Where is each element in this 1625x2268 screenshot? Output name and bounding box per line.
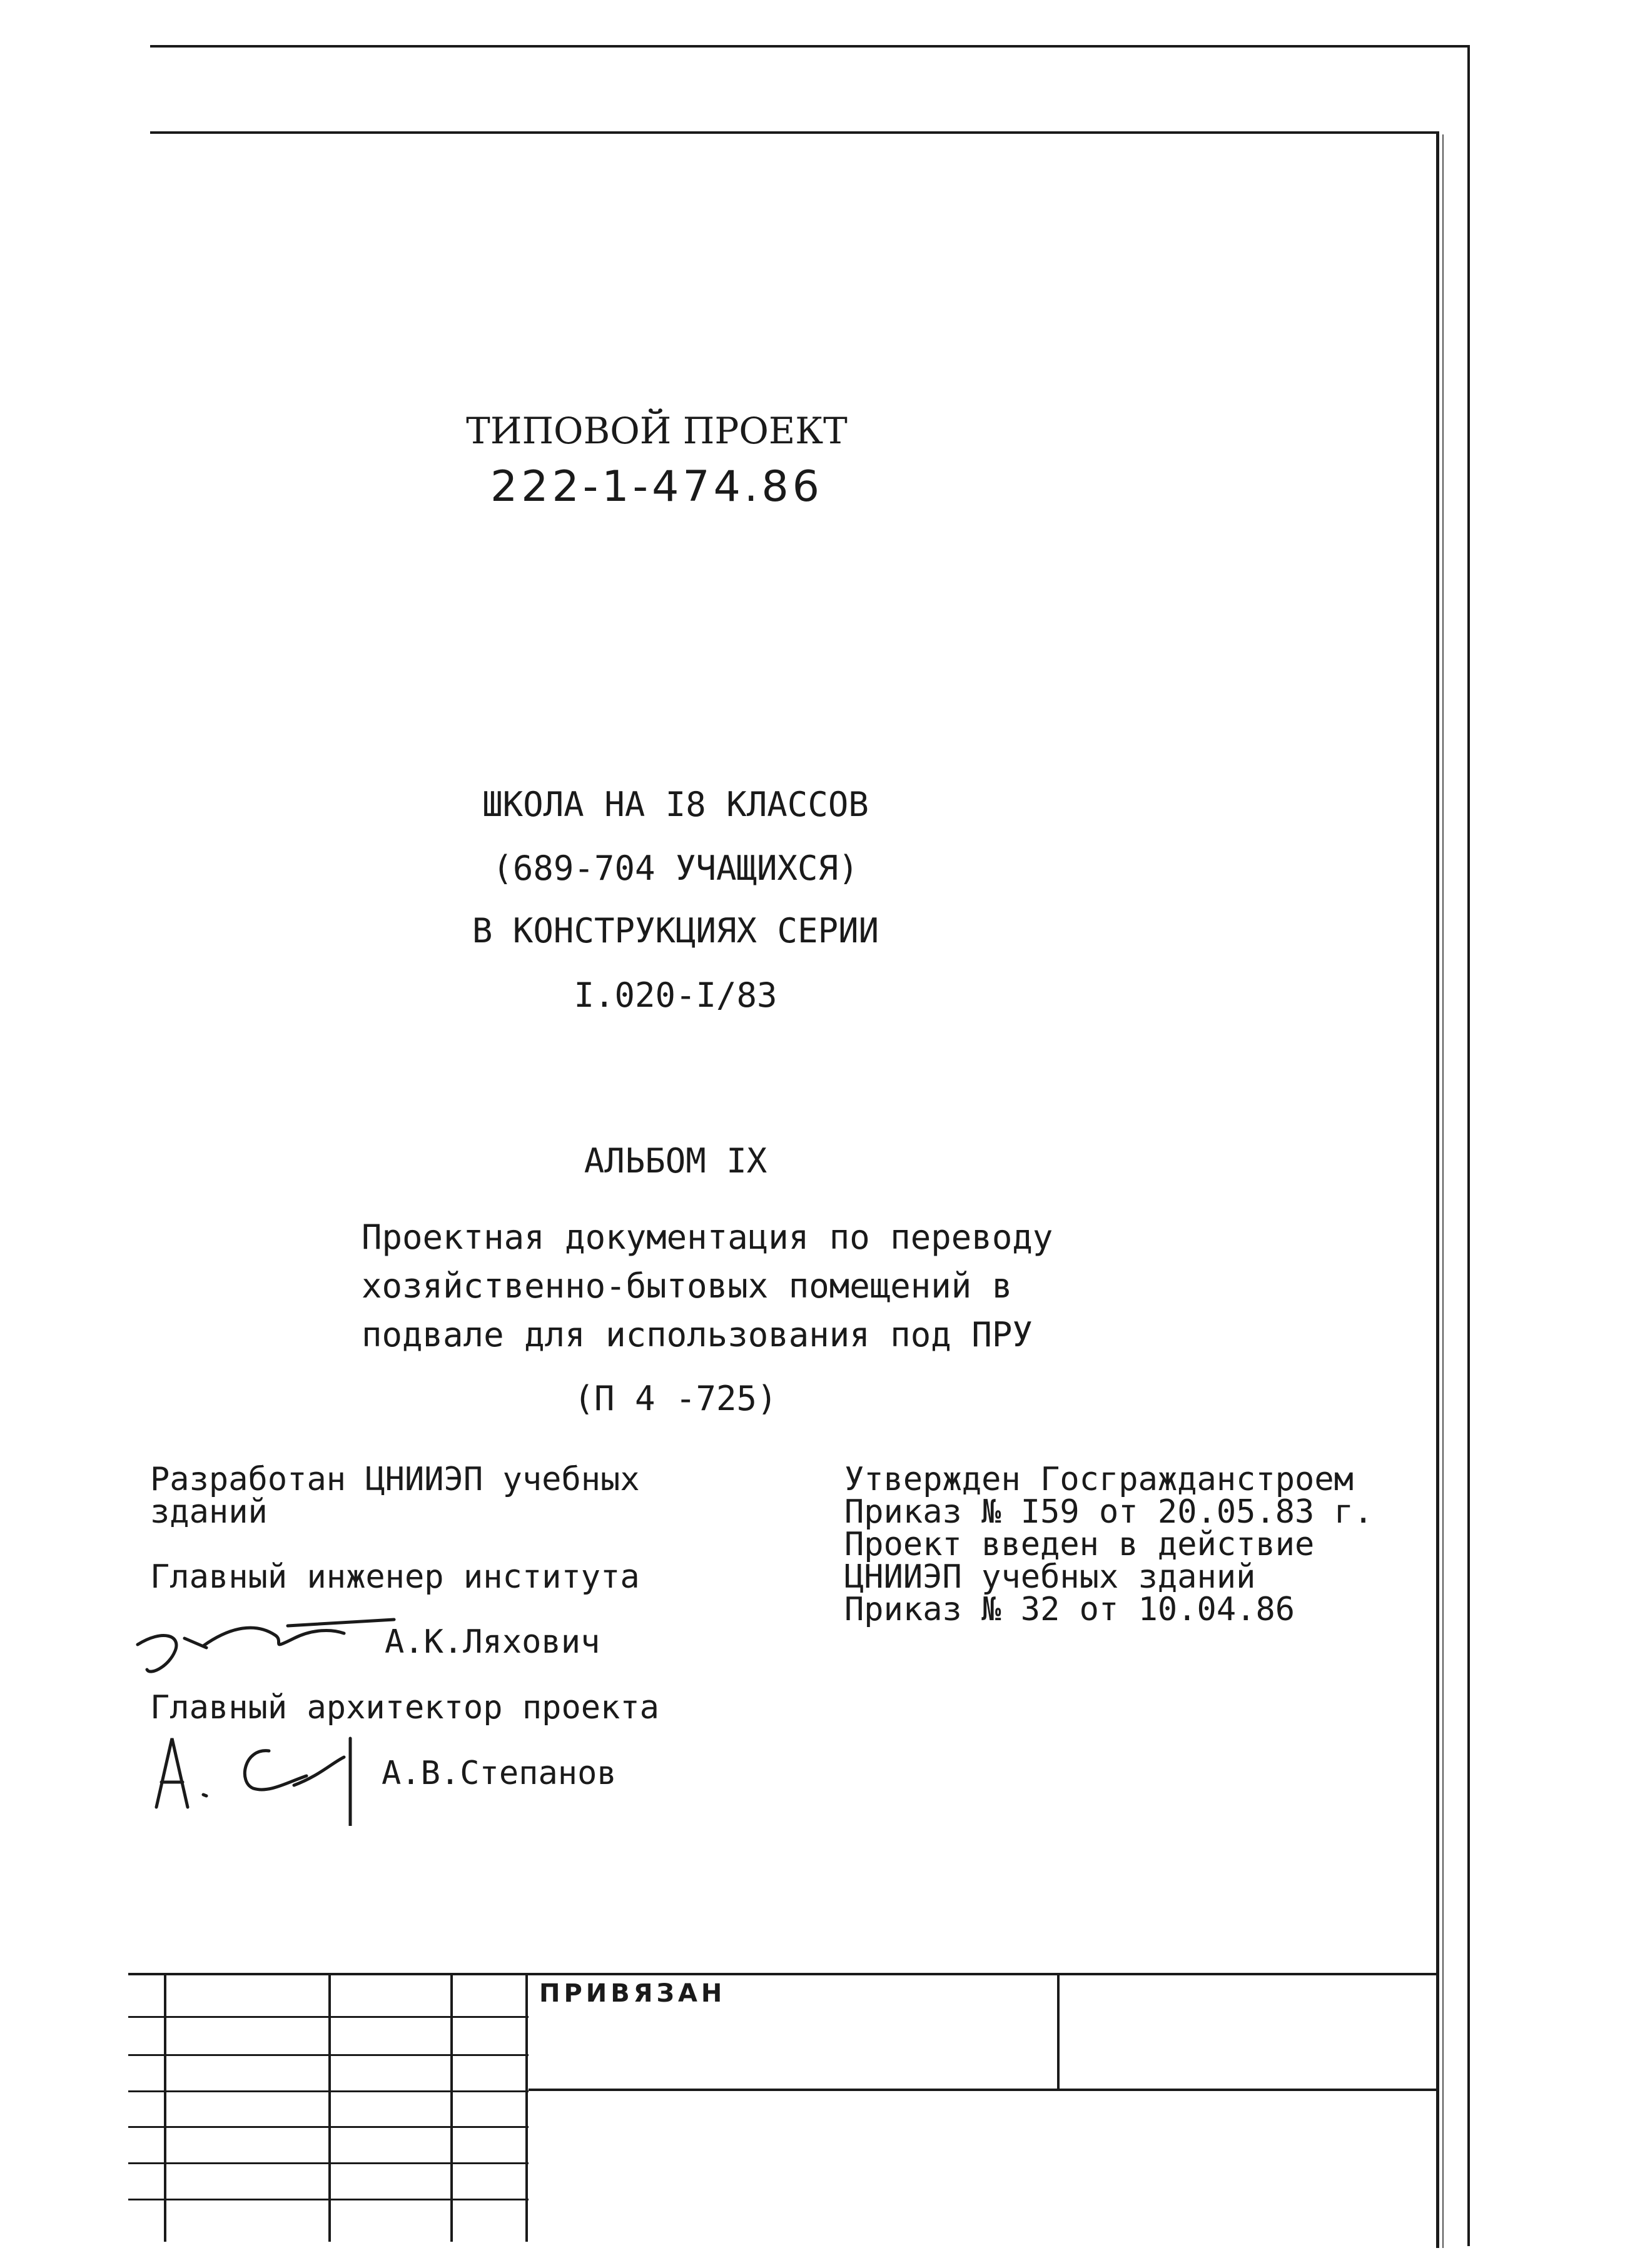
title-block-col-4 [525,1973,528,2242]
title-block-top-line [128,1973,1439,1975]
album-title: АЛЬБОМ IX [584,1141,767,1181]
title-block-row-4 [128,2126,529,2128]
album-description-line-1: Проектная документация по переводу [362,1217,1053,1257]
title-block-mid-line [529,2089,1439,2091]
chief-architect-title: Главный архитектор проекта [150,1689,659,1726]
approval-line-1: Утвержден Госгражданстроем [844,1461,1354,1498]
album-code: (П 4 -725) [574,1379,777,1418]
top-border-line [150,45,1470,48]
title-block-row-1 [128,2016,529,2018]
subject-line-4: I.020-I/83 [574,975,777,1015]
subject-line-3: В КОНСТРУКЦИЯХ СЕРИИ [472,911,879,950]
title-block-row-5 [128,2162,529,2164]
chief-architect-name: А.В.Степанов [382,1755,617,1792]
subject-line-2: (689-704 УЧАЩИХСЯ) [492,849,859,888]
title-block-col-1 [164,1973,166,2242]
approval-line-5: Приказ № 32 от 10.04.86 [844,1591,1295,1628]
chief-engineer-name: А.К.Ляхович [385,1623,600,1661]
developer-line-1: Разработан ЦНИИЭП учебных [150,1461,640,1498]
subject-line-1: ШКОЛА НА I8 КЛАССОВ [482,785,869,824]
chief-engineer-title: Главный инженер института [150,1558,640,1596]
approval-line-3: Проект введен в действие [844,1526,1315,1563]
title-block-row-3 [128,2090,529,2092]
title-block-row-6 [128,2199,529,2200]
title-block-divider-right [1057,1973,1060,2090]
project-type-heading: ТИПОВОЙ ПРОЕКТ [466,410,848,452]
approval-line-4: ЦНИИЭП учебных зданий [844,1558,1256,1596]
title-block-col-3 [450,1973,453,2242]
developer-line-2: зданий [150,1493,268,1531]
inner-right-border [1436,131,1439,2248]
project-number: 222-1-474.86 [490,462,824,512]
album-description-line-2: хозяйственно-бытовых помещений в [362,1266,1013,1306]
inner-top-border [150,131,1439,134]
inner-right-border-shadow [1442,134,1444,2248]
approval-line-2: Приказ № I59 от 20.05.83 г. [844,1493,1374,1531]
title-block-row-2 [128,2054,529,2056]
title-block-col-2 [328,1973,331,2242]
album-description-line-3: подвале для использования под ПРУ [362,1315,1033,1354]
title-block-stamp-label: ПРИВЯЗАН [539,1979,726,2008]
outer-right-border [1467,45,1470,2246]
chief-architect-signature [144,1713,394,1826]
